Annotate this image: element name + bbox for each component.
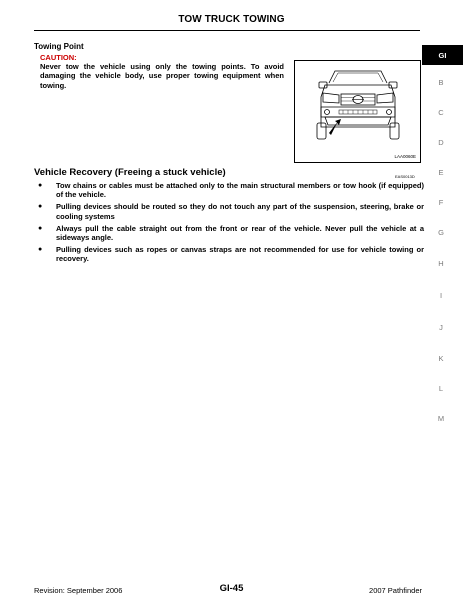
index-letter[interactable]: E — [438, 168, 444, 177]
list-item — [36, 202, 424, 221]
list-item — [36, 245, 424, 264]
footer-revision: Revision: September 2006 — [34, 586, 123, 595]
index-letter[interactable]: M — [437, 414, 445, 423]
bullet-text: Tow chains or cables must be attached only to the main structural members or tow hook (if equipped) of the vehicle. — [56, 181, 424, 200]
recovery-bullet-list — [36, 181, 424, 266]
bullet-icon: ● — [38, 182, 43, 189]
caution-label: CAUTION: — [40, 53, 77, 62]
footer-model: 2007 Pathfinder — [369, 586, 422, 595]
bullet-text: Pulling devices should be routed so they do not touch any part of the suspension, steering, brake or cooling systems — [56, 202, 424, 221]
truck-front-icon — [295, 61, 420, 162]
bullet-text: Pulling devices such as ropes or canvas straps are not recommended for use for vehicle towing or recovery. — [56, 244, 424, 264]
figure-code: LAA0060E — [394, 154, 416, 159]
footer-page-number: GI-45 — [219, 583, 244, 594]
bullet-text: Always pull the cable straight out from the front or rear of the vehicle. Never pull the vehicle at a sideways angle. — [56, 223, 424, 243]
index-letter[interactable]: I — [439, 291, 443, 300]
section-tab-gi[interactable]: GI — [422, 45, 463, 65]
bullet-icon: ● — [38, 224, 43, 232]
index-letter[interactable]: K — [438, 354, 444, 363]
index-letter[interactable]: B — [438, 78, 444, 87]
index-letter[interactable]: G — [438, 228, 444, 237]
title-divider — [34, 30, 420, 31]
list-item — [36, 224, 424, 243]
list-item — [36, 181, 424, 200]
index-letter[interactable]: L — [438, 384, 444, 393]
towing-point-heading: Towing Point — [34, 42, 84, 51]
index-letter[interactable]: C — [438, 108, 444, 117]
bullet-icon: ● — [38, 203, 43, 211]
bullet-icon: ● — [38, 245, 43, 253]
index-letter[interactable]: J — [439, 323, 443, 332]
vehicle-recovery-heading: Vehicle Recovery (Freeing a stuck vehicle) — [34, 167, 226, 178]
index-letter[interactable]: F — [438, 198, 444, 207]
index-letter[interactable]: D — [438, 138, 444, 147]
section-reference-code: EAS0013D — [395, 174, 415, 179]
index-letter[interactable]: H — [438, 259, 444, 268]
caution-text: Never tow the vehicle using only the towing points. To avoid damaging the vehicle body, use proper towing equipment when towing. — [40, 62, 284, 90]
truck-front-illustration — [294, 60, 421, 163]
page-title: TOW TRUCK TOWING — [178, 14, 285, 25]
